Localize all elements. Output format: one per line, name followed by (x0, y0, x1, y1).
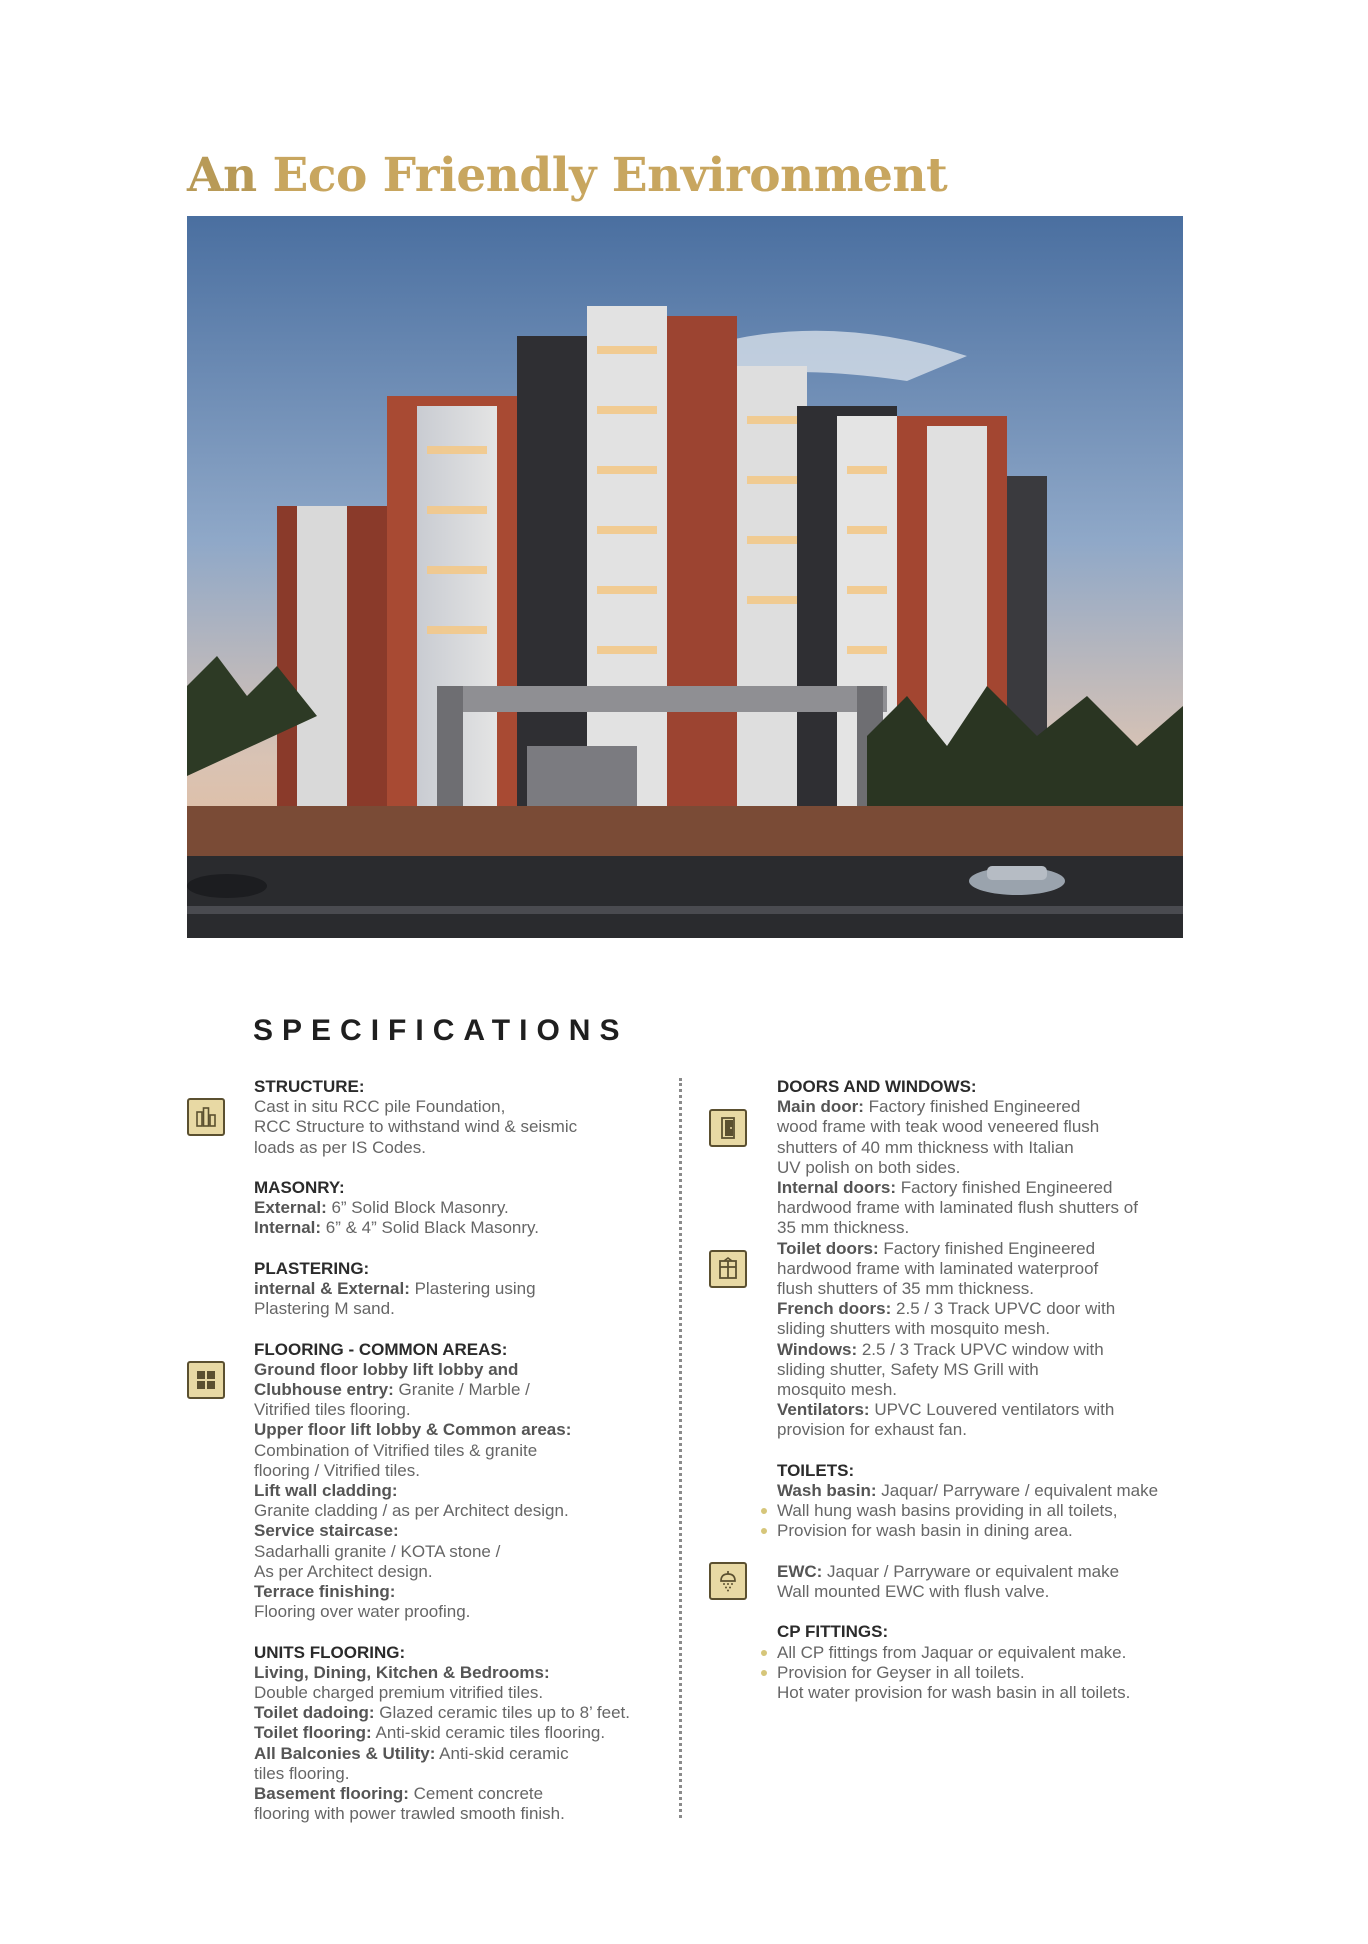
title-rest: Eco Friendly Environment (256, 148, 948, 203)
doors-line: Main door: Factory finished Engineered (777, 1097, 1081, 1117)
windows-line: Windows: 2.5 / 3 Track UPVC window with (777, 1339, 1104, 1359)
toilets-bullet: Provision for wash basin in dining area. (777, 1521, 1197, 1541)
cp-fittings-line: Hot water provision for wash basin in all toilets. (777, 1683, 1131, 1703)
windows-line: mosquito mesh. (777, 1380, 897, 1400)
page-title (187, 148, 947, 203)
doors-line: sliding shutters with mosquito mesh. (777, 1319, 1051, 1339)
flooring-common-line: As per Architect design. (254, 1561, 433, 1581)
doors-line: wood frame with teak wood veneered flush (777, 1117, 1100, 1137)
flooring-common-line: Granite cladding / as per Architect design. (254, 1501, 569, 1521)
flooring-common-line: Combination of Vitrified tiles & granite (254, 1440, 538, 1460)
cp-fittings-bullet: All CP fittings from Jaquar or equivalent make. (777, 1643, 1197, 1663)
shower-icon (709, 1562, 747, 1600)
flooring-common-line: Lift wall cladding: (254, 1481, 398, 1501)
flooring-common-line: Sadarhalli granite / KOTA stone / (254, 1541, 501, 1561)
doors-windows-heading: DOORS AND WINDOWS: (777, 1077, 977, 1096)
structure-line: RCC Structure to withstand wind & seismic (254, 1117, 578, 1137)
masonry-heading: MASONRY: (254, 1178, 345, 1197)
window-icon (709, 1250, 747, 1288)
title-strong: An (187, 148, 257, 203)
structure-line: loads as per IS Codes. (254, 1137, 426, 1157)
structure-line: Cast in situ RCC pile Foundation, (254, 1097, 506, 1117)
doors-line: hardwood frame with laminated waterproof (777, 1258, 1099, 1278)
flooring-common-line: flooring / Vitrified tiles. (254, 1460, 420, 1480)
doors-line: Toilet doors: Factory finished Engineered (777, 1238, 1096, 1258)
toilets-line: Wash basin: Jaquar/ Parryware / equivalent make (777, 1481, 1159, 1501)
doors-line: flush shutters of 35 mm thickness. (777, 1279, 1034, 1299)
units-flooring-heading: UNITS FLOORING: (254, 1642, 406, 1662)
specs-left-column (254, 1077, 664, 1824)
flooring-common-line: Vitrified tiles flooring. (254, 1400, 411, 1420)
plastering-line: Plastering M sand. (254, 1299, 395, 1319)
units-flooring-line: Living, Dining, Kitchen & Bedrooms: (254, 1662, 550, 1682)
flooring-common-line: Terrace finishing: (254, 1582, 396, 1602)
flooring-common-line: Clubhouse entry: Granite / Marble / (254, 1380, 530, 1399)
toilets-ewc-line: EWC: Jaquar / Parryware or equivalent make (777, 1561, 1120, 1581)
plastering-line: internal & External: Plastering using (254, 1279, 536, 1298)
toilets-heading: TOILETS: (777, 1460, 855, 1480)
cp-fittings-heading: CP FITTINGS: (777, 1622, 889, 1642)
door-icon (709, 1109, 747, 1147)
building-rendering-image (187, 216, 1183, 938)
structure-heading: STRUCTURE: (254, 1077, 365, 1096)
ventilators-line: provision for exhaust fan. (777, 1420, 967, 1440)
flooring-common-line: Service staircase: (254, 1521, 399, 1541)
ventilators-line: Ventilators: UPVC Louvered ventilators with (777, 1400, 1115, 1420)
units-flooring-line: tiles flooring. (254, 1763, 350, 1783)
doors-line: Internal doors: Factory finished Engineered (777, 1178, 1113, 1198)
flooring-common-heading: FLOORING - COMMON AREAS: (254, 1339, 508, 1359)
grid-tiles-icon (187, 1361, 225, 1399)
masonry-external: External: 6” Solid Block Masonry. (254, 1198, 509, 1218)
doors-line: shutters of 40 mm thickness with Italian (777, 1137, 1074, 1157)
units-flooring-line: Toilet flooring: Anti-skid ceramic tiles flooring. (254, 1723, 606, 1743)
toilets-bullet: Wall hung wash basins providing in all toilets, (777, 1501, 1197, 1521)
doors-line: French doors: 2.5 / 3 Track UPVC door with (777, 1299, 1116, 1319)
building-icon (187, 1098, 225, 1136)
units-flooring-line: All Balconies & Utility: Anti-skid ceramic (254, 1743, 569, 1763)
units-flooring-line: Double charged premium vitrified tiles. (254, 1683, 544, 1703)
specs-right-column (777, 1077, 1197, 1703)
plastering-heading: PLASTERING: (254, 1258, 370, 1278)
flooring-common-line: Ground floor lobby lift lobby and (254, 1359, 519, 1379)
doors-line: 35 mm thickness. (777, 1218, 910, 1238)
flooring-common-line: Upper floor lift lobby & Common areas: (254, 1420, 572, 1440)
toilets-ewc-line: Wall mounted EWC with flush valve. (777, 1582, 1050, 1602)
units-flooring-line: Basement flooring: Cement concrete (254, 1784, 544, 1804)
masonry-internal: Internal: 6” & 4” Solid Black Masonry. (254, 1218, 539, 1238)
units-flooring-line: flooring with power trawled smooth finish. (254, 1804, 565, 1824)
doors-line: UV polish on both sides. (777, 1157, 961, 1177)
specifications-heading: SPECIFICATIONS (253, 1014, 629, 1047)
cp-fittings-bullet: Provision for Geyser in all toilets. (777, 1663, 1197, 1683)
column-divider (679, 1078, 682, 1818)
units-flooring-line: Toilet dadoing: Glazed ceramic tiles up to 8’ feet. (254, 1703, 630, 1723)
flooring-common-line: Flooring over water proofing. (254, 1602, 471, 1622)
windows-line: sliding shutter, Safety MS Grill with (777, 1359, 1039, 1379)
doors-line: hardwood frame with laminated flush shutters of (777, 1198, 1138, 1218)
